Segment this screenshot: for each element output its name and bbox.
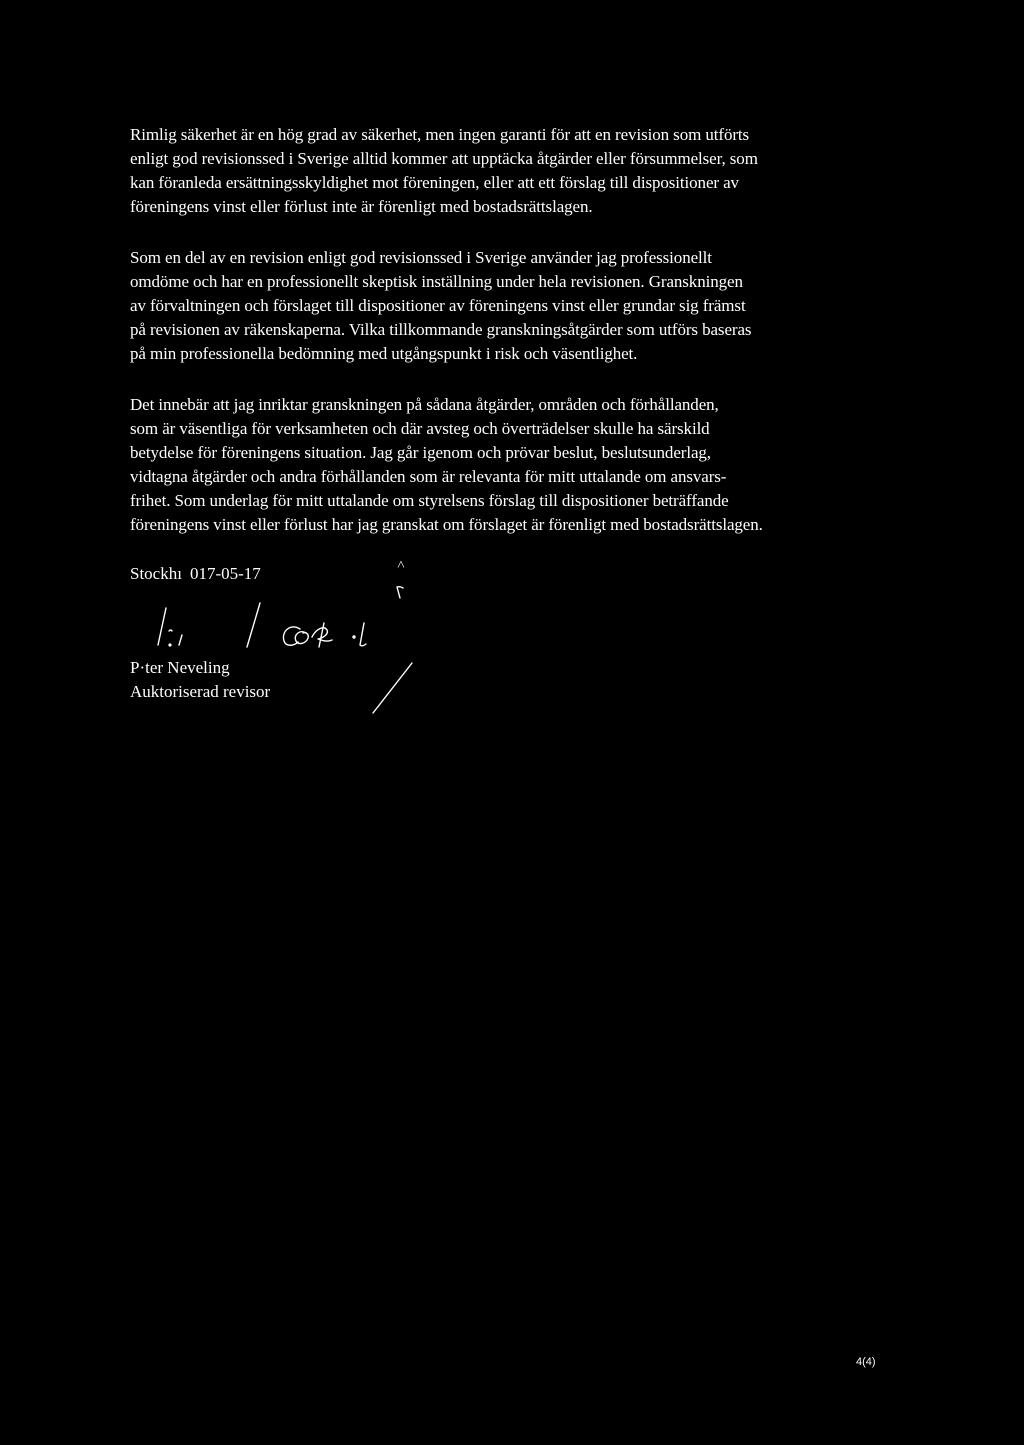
paragraph-reasonable-assurance [130, 123, 930, 219]
text-line: av förvaltningen och förslaget till dispositioner av föreningens vinst eller grundar sig främst [130, 296, 746, 315]
text-line: som är väsentliga för verksamheten och där avsteg och överträdelser skulle ha särskild [130, 419, 710, 438]
text-line: enligt god revisionssed i Sverige alltid kommer att upptäcka åtgärder eller försummelser, som [130, 149, 758, 168]
place-and-date [130, 562, 261, 586]
page-number: 4(4) [856, 1356, 876, 1368]
place: Stockhı [130, 564, 182, 583]
text-line: föreningens vinst eller förlust inte är förenligt med bostadsrättslagen. [130, 197, 593, 216]
text-line: Det innebär att jag inriktar granskningen på sådana åtgärder, områden och förhållanden, [130, 395, 719, 414]
text-line: Rimlig säkerhet är en hög grad av säkerhet, men ingen garanti för att en revision som utförts [130, 125, 750, 144]
text-line: Som en del av en revision enligt god revisionssed i Sverige använder jag professionellt [130, 248, 712, 267]
paragraph-audit-focus [130, 393, 930, 537]
text-line: omdöme och har en professionellt skeptisk inställning under hela revisionen. Granskningen [130, 272, 743, 291]
text-line: kan föranleda ersättningsskyldighet mot föreningen, eller att ett förslag till dispositioner av [130, 173, 739, 192]
date: 017-05-17 [189, 564, 261, 583]
paragraph-professional-judgement [130, 246, 930, 366]
text-line: betydelse för föreningens situation. Jag går igenom och prövar beslut, beslutsunderlag, [130, 443, 711, 462]
signer-block [130, 656, 270, 704]
signature-mark: ˄ [397, 558, 405, 573]
text-line: vidtagna åtgärder och andra förhållanden som är relevanta för mitt uttalande om ansvars- [130, 467, 727, 486]
text-line: på min professionella bedömning med utgångspunkt i risk och väsentlighet. [130, 344, 638, 363]
text-line: på revisionen av räkenskaperna. Vilka tillkommande granskningsåtgärder som utförs baseras [130, 320, 752, 339]
signer-title: Auktoriserad revisor [130, 682, 271, 701]
text-line: frihet. Som underlag för mitt uttalande om styrelsens förslag till dispositioner beträffande [130, 491, 729, 510]
signer-name: P·ter Neveling [130, 658, 230, 677]
text-line: föreningens vinst eller förlust har jag granskat om förslaget är förenligt med bostadsrättslagen. [130, 515, 763, 534]
